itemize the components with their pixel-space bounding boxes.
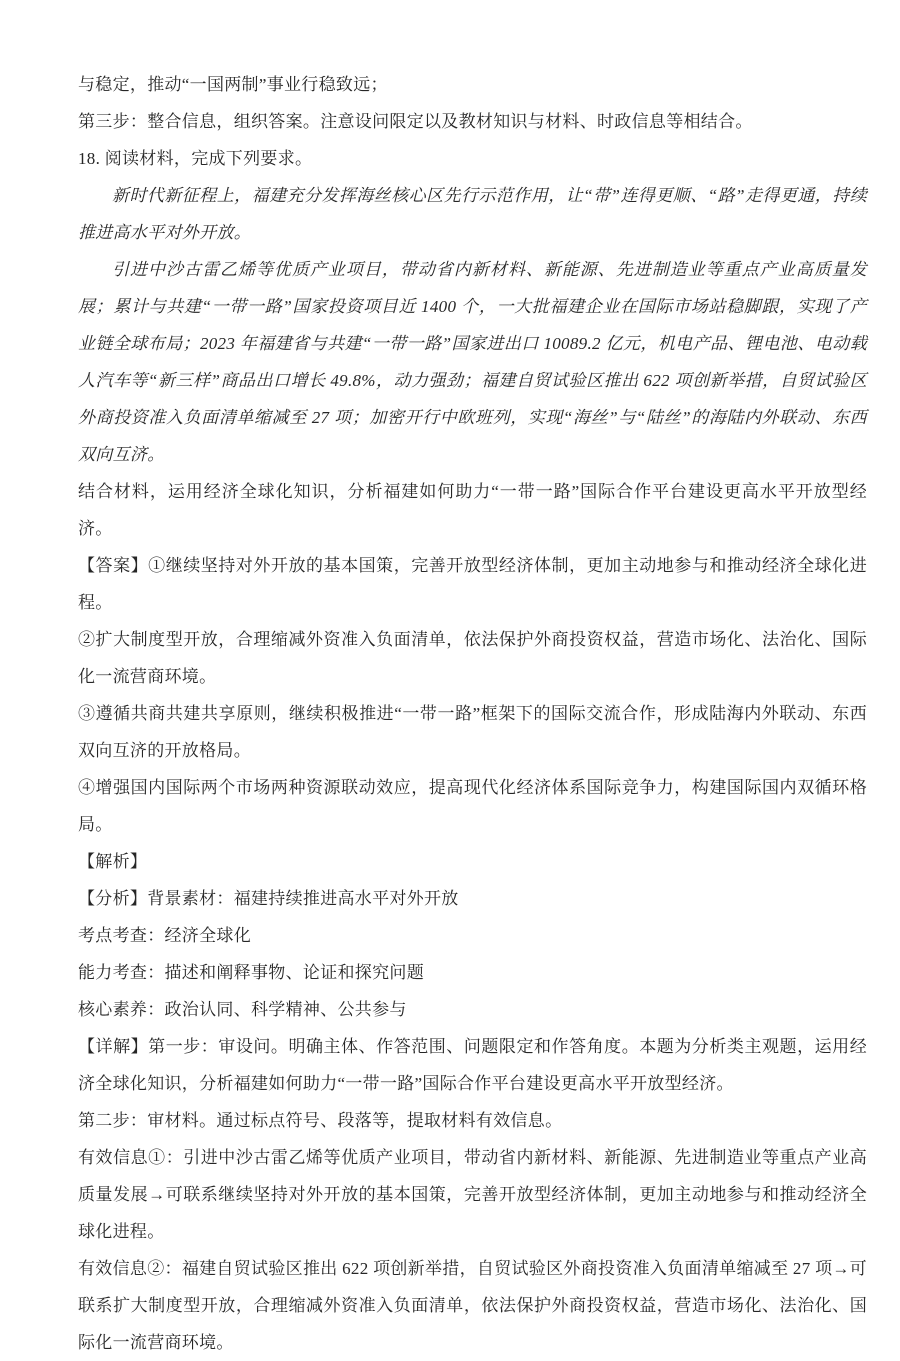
question-18-heading: 18. 阅读材料，完成下列要求。 [78, 149, 313, 168]
detailed-explanation-step-1: 【详解】第一步：审设问。明确主体、作答范围、问题限定和作答角度。本题为分析类主观题，运用经济全球化知识，分析福建如何助力“一带一路”国际合作平台建设更高水平开放型经济。 [78, 1037, 867, 1093]
answer-point-1: 【答案】①继续坚持对外开放的基本国策，完善开放型经济体制，更加主动地参与和推动经济全球化进程。 [78, 556, 867, 612]
ability-focus-line: 能力考查：描述和阐释事物、论证和探究问题 [78, 963, 424, 982]
analysis-background-material: 【分析】背景素材：福建持续推进高水平对外开放 [78, 889, 459, 908]
effective-info-2: 有效信息②：福建自贸试验区推出 622 项创新举措，自贸试验区外商投资准入负面清单缩减至 27 项→可联系扩大制度型开放，合理缩减外资准入负面清单，依法保护外商投资权益，营造市场化、法治化、国际化一流营商环境。 [78, 1259, 867, 1352]
answer-point-2: ②扩大制度型开放，合理缩减外资准入负面清单，依法保护外商投资权益，营造市场化、法治化、国际化一流营商环境。 [78, 630, 867, 686]
material-paragraph-1: 新时代新征程上，福建充分发挥海丝核心区先行示范作用，让“带”连得更顺、“路”走得更通，持续推进高水平对外开放。 [78, 186, 867, 242]
exam-point-line: 考点考查：经济全球化 [78, 926, 251, 945]
analysis-header: 【解析】 [78, 852, 148, 871]
detailed-explanation-step-2: 第二步：审材料。通过标点符号、段落等，提取材料有效信息。 [78, 1111, 563, 1130]
core-competency-line: 核心素养：政治认同、科学精神、公共参与 [78, 1000, 407, 1019]
question-prompt: 结合材料，运用经济全球化知识，分析福建如何助力“一带一路”国际合作平台建设更高水平开放型经济。 [78, 482, 867, 538]
step-3-summary-line: 第三步：整合信息，组织答案。注意设问限定以及教材知识与材料、时政信息等相结合。 [78, 112, 753, 131]
effective-info-1: 有效信息①：引进中沙古雷乙烯等优质产业项目，带动省内新材料、新能源、先进制造业等重点产业高质量发展→可联系继续坚持对外开放的基本国策，完善开放型经济体制，更加主动地参与和推动经济全球化进程。 [78, 1148, 867, 1241]
continued-line-one-country-two-systems: 与稳定，推动“一国两制”事业行稳致远； [78, 75, 388, 94]
answer-point-4: ④增强国内国际两个市场两种资源联动效应，提高现代化经济体系国际竞争力，构建国际国内双循环格局。 [78, 778, 867, 834]
answer-point-3: ③遵循共商共建共享原则，继续积极推进“一带一路”框架下的国际交流合作，形成陆海内外联动、东西双向互济的开放格局。 [78, 704, 867, 760]
material-paragraph-2: 引进中沙古雷乙烯等优质产业项目，带动省内新材料、新能源、先进制造业等重点产业高质量发展；累计与共建“一带一路”国家投资项目近 1400 个，一大批福建企业在国际市场站稳脚跟，实现了产业链全球布局；2023 年福建省与共建“一带一路”国家进出口 10089.2 亿元，机电产品、锂电池、电动载人汽车等“新三样”商品出口增长 49.8%，动力强劲；福建自贸试验区推出 622 项创新举措，自贸试验区外商投资准入负面清单缩减至 27 项；加密开行中欧班列，实现“海丝”与“陆丝”的海陆内外联动、东西双向互济。 [78, 260, 867, 464]
